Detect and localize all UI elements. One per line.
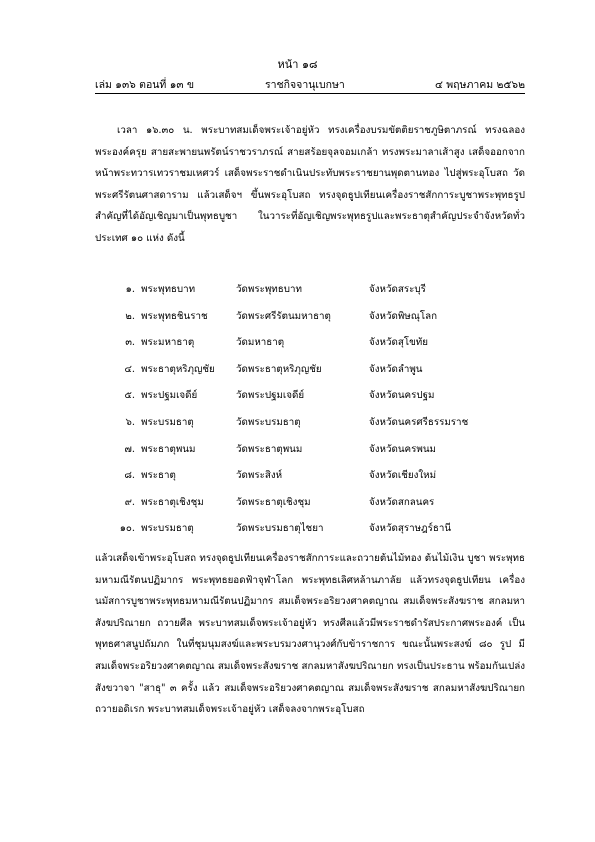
closing-paragraph: แล้วเสด็จเข้าพระอุโบสถ ทรงจุดธูปเทียนเครื่องราชสักการะและถวายต้นไม้ทอง ต้นไม้เงิน บูชา พระพุทธมหามณีรัตนปฏิมากร พระพุทธยอดฟ้าจุฬาโลก พระพุทธเลิศหล้านภาลัย แล้วทรงจุดธูปเทียน เครื่องนมัสการบูชาพระพุทธมหามณีรัตนปฏิมากร สมเด็จพระอริยวงศาคตญาณ สมเด็จพระสังฆราช สกลมหาสังฆปริณายก ถวายศีล พระบาทสมเด็จพระเจ้าอยู่หัว ทรงศีลแล้วมีพระราชดำรัสประกาศพระองค์ เป็นพุทธศาสนูปถัมภก ในที่ชุมนุมสงฆ์และพระบรมวงศานุวงศ์กับข้าราชการ ขณะนั้นพระสงฆ์ ๘๐ รูป มีสมเด็จพระอริยวงศาคตญาณ สมเด็จพระสังฆราช สกลมหาสังฆปริณายก ทรงเป็นประธาน พร้อมกันเปล่งสังขวาจา "สาธุ" ๓ ครั้ง แล้ว สมเด็จพระอริยวงศาคตญาณ สมเด็จพระสังฆราช สกลมหาสังฆปริณายก ถวายอดิเรก พระบาทสมเด็จพระเจ้าอยู่หัว เสด็จลงจากพระอุโบสถ bbox=[95, 553, 525, 716]
relic-name: พระธาตุเชิงชุม bbox=[141, 496, 204, 508]
page-number: หน้า ๑๘ bbox=[277, 58, 318, 71]
province-name: จังหวัดสระบุรี bbox=[369, 284, 426, 295]
temple-name: วัดพระศรีรัตนมหาธาตุ bbox=[236, 310, 331, 322]
relic-name: พระพุทธชินราช bbox=[141, 310, 208, 322]
temple-row bbox=[95, 362, 525, 389]
temple-name: วัดพระบรมธาตุ bbox=[236, 416, 301, 428]
item-number: ๑๐. bbox=[119, 523, 135, 535]
relic-name: พระบรมธาตุ bbox=[141, 416, 194, 428]
province-name: จังหวัดนครพนม bbox=[369, 443, 436, 455]
item-number: ๙. bbox=[124, 496, 135, 508]
temple-row bbox=[95, 309, 525, 336]
relic-name: พระปฐมเจดีย์ bbox=[141, 390, 198, 402]
temple-name: วัดพระปฐมเจดีย์ bbox=[236, 390, 305, 402]
temple-row bbox=[95, 521, 525, 548]
item-number: ๕. bbox=[124, 390, 135, 402]
province-name: จังหวัดสุโขทัย bbox=[369, 337, 428, 349]
relic-name: พระมหาธาตุ bbox=[141, 337, 195, 349]
item-number: ๗. bbox=[124, 443, 135, 455]
volume-issue: เล่ม ๑๓๖ ตอนที่ ๑๓ ข bbox=[95, 79, 195, 91]
province-name: จังหวัดสกลนคร bbox=[369, 496, 435, 508]
temple-row bbox=[95, 415, 525, 442]
province-name: จังหวัดสุราษฎร์ธานี bbox=[369, 523, 452, 535]
temple-name: วัดพระธาตุหริภุญชัย bbox=[236, 363, 322, 375]
intro-section bbox=[95, 120, 525, 250]
province-name: จังหวัดเชียงใหม่ bbox=[369, 470, 437, 482]
item-number: ๔. bbox=[124, 363, 135, 375]
item-number: ๑. bbox=[125, 284, 135, 295]
temple-row bbox=[95, 468, 525, 495]
temple-row bbox=[95, 388, 525, 415]
relic-name: พระบรมธาตุ bbox=[141, 523, 194, 535]
relic-name: พระธาตุพนม bbox=[141, 443, 196, 455]
item-number: ๓. bbox=[125, 337, 135, 349]
temple-row bbox=[95, 495, 525, 522]
temple-name: วัดพระธาตุพนม bbox=[236, 443, 303, 455]
item-number: ๒. bbox=[125, 310, 135, 322]
province-name: จังหวัดลำพูน bbox=[369, 363, 423, 375]
province-name: จังหวัดนครศรีธรรมราช bbox=[369, 416, 469, 428]
item-number: ๘. bbox=[124, 470, 135, 482]
intro-paragraph: เวลา ๑๖.๓๐ น. พระบาทสมเด็จพระเจ้าอยู่หัว ทรงเครื่องบรมขัตติยราชภูษิตาภรณ์ ทรงฉลองพระองค์ครุย สายสะพายนพรัตน์ราชวราภรณ์ สายสร้อยจุลจอมเกล้า ทรงพระมาลาเส้าสูง เสด็จออกจากหน้าพระทวารเทวราชมเหศวร์ เสด็จพระราชดำเนินประทับพระราชยานพุดตานทอง ไปสู่พระอุโบสถ วัดพระศรีรัตนศาสดาราม แล้วเสด็จฯ ขึ้นพระอุโบสถ ทรงจุดธูปเทียนเครื่องราชสักการะบูชาพระพุทธรูปสำคัญที่ได้อัญเชิญมาเป็นพุทธบูชา ในวาระที่อัญเชิญพระพุทธรูปและพระธาตุสำคัญประจำจังหวัดทั่วประเทศ ๑๐ แห่ง ดังนี้ bbox=[95, 125, 525, 244]
item-number: ๖. bbox=[125, 416, 135, 428]
temple-name: วัดพระพุทธบาท bbox=[236, 284, 302, 295]
temple-name: วัดพระสิงห์ bbox=[236, 470, 283, 482]
temple-row bbox=[95, 335, 525, 362]
temple-row bbox=[95, 282, 525, 309]
temple-name: วัดมหาธาตุ bbox=[236, 337, 285, 349]
temple-name: วัดพระธาตุเชิงชุม bbox=[236, 496, 311, 508]
temple-list bbox=[95, 282, 525, 548]
header-divider bbox=[95, 93, 525, 94]
province-name: จังหวัดพิษณุโลก bbox=[369, 310, 438, 322]
closing-section bbox=[95, 548, 525, 721]
relic-name: พระธาตุ bbox=[141, 470, 176, 482]
temple-row bbox=[95, 442, 525, 469]
gazette-title: ราชกิจจานุเบกษา bbox=[265, 79, 345, 91]
province-name: จังหวัดนครปฐม bbox=[369, 390, 435, 402]
relic-name: พระพุทธบาท bbox=[141, 284, 196, 295]
relic-name: พระธาตุหริภุญชัย bbox=[141, 363, 215, 375]
publication-date: ๔ พฤษภาคม ๒๕๖๒ bbox=[434, 79, 525, 91]
temple-name: วัดพระบรมธาตุไชยา bbox=[236, 523, 324, 535]
